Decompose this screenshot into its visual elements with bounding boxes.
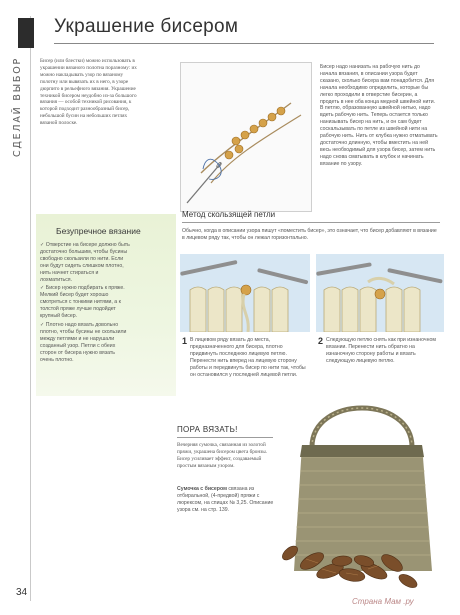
threading-instructions: Бисер надо нанизать на рабочую нить до начала вязания, в описании узора будет сказано, сколько бисера вам понадобится. Для начала необходимо определить, которые бы легко проходили в отверстие бисерин, а продеть в нее оба конца медной швейной нити. В петлю, образованную швейной нитью, надо вдеть рабочую нить. Теперь остается только нанизывать бисер на нить, и он сам будет соскальзывать по петле из швейной нити на рабочую нить. Нить от клубка нужно отматывать достаточно длинную, чтобы вместить на ней весь необходимый для узора бисер, затем нить надо снова сматывать в клубок и начинать вязание по узору. <box>320 64 438 167</box>
rail-tab <box>18 18 34 48</box>
project-title: ПОРА ВЯЗАТЬ! <box>177 425 238 434</box>
tip-item: ✓ Бисер нужно подбирать к пряже. Мелкий бисер будет хорошо смотреться с тонкими нитями, а к толстой пряже лучше подойдет крупный бисер. <box>40 285 125 320</box>
method-text: Обычно, когда в описании узора пишут «поместить бисер», это означает, что бисер добавляют в вязание в лицевом ряду так, чтобы он лежал горизонтально. <box>182 228 437 241</box>
section-label: СДЕЛАЙ ВЫБОР <box>12 56 23 158</box>
step-text: Следующую петлю снять как при изнаночном вязании. Перенести нить обратно на изнаночную сторону работы и вязать следующую лицевую петлю. <box>326 337 436 364</box>
watermark: Страна Мам .ру <box>352 597 414 606</box>
rail-divider <box>30 16 31 601</box>
step1-figure <box>180 254 310 332</box>
tip-title: Безупречное вязание <box>56 226 141 236</box>
needle-icon <box>181 63 311 211</box>
project-rule <box>177 437 273 438</box>
step2-figure <box>316 254 444 332</box>
page-title: Украшение бисером <box>54 16 239 37</box>
project-bag-caption <box>177 486 277 514</box>
project-text: Вечерняя сумочка, связанная из золотой пряжи, украшена бисером цвета бронзы. Бисер усиливает эффект, создаваемый простым вязаным узором. <box>177 442 268 469</box>
step-text: В лицевом ряду вязать до места, предназначенного для бисера, плотно придвинуть последнюю лицевую петлю. Перенести нить вперед на лицевую сторону работы и передвинуть бисер по нити так, чтобы он остановился у последней лицевой петли. <box>190 337 306 378</box>
tip-list <box>40 242 130 365</box>
page-number: 34 <box>16 587 28 598</box>
step-number: 2 <box>318 336 324 346</box>
tip-item: ✓ Отверстие на бисере должно быть достаточно большим, чтобы бусины свободно скользили по нити. Если они будут сидеть слишком плотно, нить начнет стираться и лохматиться. <box>40 242 130 283</box>
method-rule <box>182 222 440 223</box>
title-rule <box>54 43 434 44</box>
bag-photo <box>272 385 450 610</box>
bag-description: связана из отбиральной, (4-предвой) пряжи с люрексом, на спицах № 3,25. Описание узора см. на стр. 139. <box>177 486 274 513</box>
intro-text: Бисер (или блестки) можно использовать в украшении вязаного полотна поразному: их можно накладывать узор по вязаному полотну или вывязать их в него, в узоре дюрпито в рельефного вязания. Украшение техникой бисером неудобно из-за большого вязания — особой техникой рисования, к которой подходит разнообразный бисер, небольшой бусин на небольших петлях вязаной полоске. <box>40 58 137 127</box>
beading-illustration <box>180 62 312 212</box>
step-number: 1 <box>182 336 188 346</box>
bag-label: Сумочка с бисером <box>177 486 227 492</box>
tip-item: ✓ Плотно надо вязать довольно плотно, чтобы бусины не скользили между петлями и не нарушали созданный узор. Петли с обеих сторон от бисера нужно вязать очень плотно. <box>40 321 127 363</box>
method-title: Метод скользящей петли <box>182 210 276 219</box>
